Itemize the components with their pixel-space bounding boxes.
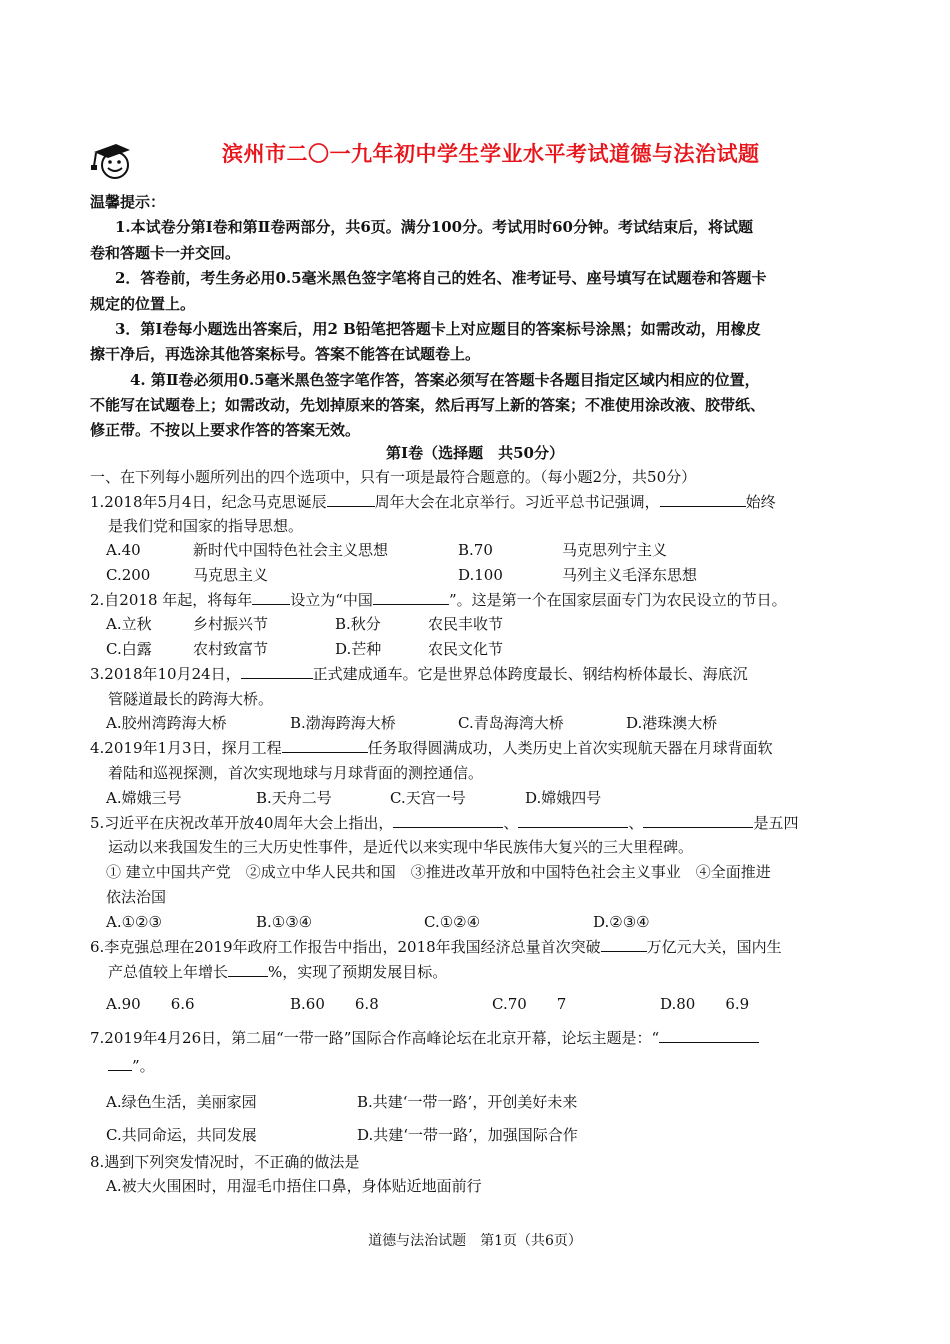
q3-blank-1 bbox=[241, 664, 313, 679]
q6-text-b: 万亿元大关，国内生 bbox=[646, 938, 782, 956]
q3-option-b: B.渤海跨海大桥 bbox=[290, 714, 396, 732]
tip-2-line-2: 规定的位置上。 bbox=[90, 295, 196, 313]
section-1-heading: 第Ⅰ卷（选择题 共50分） bbox=[386, 444, 564, 462]
q4-text-b: 任务取得圆满成功，人类历史上首次实现航天器在月球背面软 bbox=[367, 739, 773, 757]
tip-2-line-1: 2．答卷前，考生务必用0.5毫米黑色签字笔将自己的姓名、准考证号、座号填写在试题卷和答题卡 bbox=[115, 269, 767, 287]
question-5-stem bbox=[90, 812, 798, 834]
q2-option-c: C.白露 bbox=[106, 640, 152, 658]
question-1-stem bbox=[90, 491, 776, 513]
tip-1-line-2: 卷和答题卡一并交回。 bbox=[90, 244, 241, 262]
q3-text-a: 3.2018年10月24日， bbox=[90, 665, 241, 683]
q4-blank-1 bbox=[282, 738, 368, 753]
question-6-stem-cont bbox=[108, 961, 447, 983]
q5-blank-3 bbox=[643, 813, 753, 828]
q3-option-c: C.青岛海湾大桥 bbox=[458, 714, 564, 732]
q5-option-a: A.①②③ bbox=[106, 913, 162, 931]
q6-option-b: B.60 6.8 bbox=[290, 995, 379, 1013]
q5-text-a: 5.习近平在庆祝改革开放40周年大会上指出， bbox=[90, 814, 394, 832]
q1-option-a-text: 新时代中国特色社会主义思想 bbox=[193, 541, 389, 559]
q6-option-a: A.90 6.6 bbox=[106, 995, 195, 1013]
exam-title: 滨州市二〇一九年初中学生学业水平考试道德与法治试题 bbox=[222, 141, 760, 166]
q5-sep-1: 、 bbox=[503, 814, 519, 832]
question-3-stem-cont: 管隧道最长的跨海大桥。 bbox=[108, 690, 274, 708]
q1-option-c: C.200 bbox=[106, 566, 151, 584]
tip-4-line-1: 4. 第Ⅱ卷必须用0.5毫米黑色签字笔作答，答案必须写在答题卡各题目指定区域内相应的位置， bbox=[130, 371, 760, 389]
q4-option-a: A.嫦娥三号 bbox=[106, 789, 182, 807]
page-footer: 道德与法治试题 第1页（共6页） bbox=[368, 1233, 582, 1249]
q1-option-d-text: 马列主义毛泽东思想 bbox=[562, 566, 698, 584]
q4-option-b: B.天舟二号 bbox=[256, 789, 332, 807]
q2-text-b: 设立为“中国 bbox=[290, 591, 373, 609]
q1-option-b: B.70 bbox=[458, 541, 493, 559]
question-3-stem bbox=[90, 663, 748, 685]
q1-text-c: 始终 bbox=[745, 493, 776, 511]
q6-text-d: %，实现了预期发展目标。 bbox=[268, 963, 448, 981]
q2-blank-2 bbox=[373, 590, 449, 605]
q1-text-a: 1.2018年5月4日，纪念马克思诞辰 bbox=[90, 493, 327, 511]
q8-option-a: A.被大火围困时，用湿毛巾捂住口鼻，身体贴近地面前行 bbox=[106, 1177, 482, 1195]
q3-option-d: D.港珠澳大桥 bbox=[626, 714, 718, 732]
q7-option-d: D.共建‘一带一路’，加强国际合作 bbox=[357, 1126, 578, 1144]
q5-option-b: B.①③④ bbox=[256, 913, 313, 931]
section-1-instruction: 一、在下列每小题所列出的四个选项中，只有一项是最符合题意的。（每小题2分，共50分） bbox=[90, 468, 697, 486]
q7-text-a: 7.2019年4月26日，第二届“一带一路”国际合作高峰论坛在北京开幕，论坛主题是：“ bbox=[90, 1029, 660, 1047]
question-2-stem bbox=[90, 589, 787, 611]
q2-text-c: ”。这是第一个在国家层面专门为农民设立的节日。 bbox=[448, 591, 787, 609]
q5-option-d: D.②③④ bbox=[593, 913, 650, 931]
q1-option-c-text: 马克思主义 bbox=[193, 566, 269, 584]
question-5-items: ① 建立中国共产党 ②成立中华人民共和国 ③推进改革开放和中国特色社会主义事业 ④全面推进 bbox=[106, 863, 771, 881]
q7-blank-1 bbox=[659, 1028, 759, 1043]
q1-blank-1 bbox=[327, 492, 375, 507]
q3-text-b: 正式建成通车。它是世界总体跨度最长、钢结构桥体最长、海底沉 bbox=[312, 665, 748, 683]
q2-option-c-text: 农村致富节 bbox=[193, 640, 269, 658]
tip-3-line-2: 擦干净后，再选涂其他答案标号。答案不能答在试题卷上。 bbox=[90, 345, 481, 363]
question-8-stem: 8.遇到下列突发情况时，不正确的做法是 bbox=[90, 1153, 360, 1171]
q7-option-a: A.绿色生活，美丽家园 bbox=[106, 1093, 257, 1111]
tips-heading: 温馨提示： bbox=[90, 193, 166, 211]
q5-option-c: C.①②④ bbox=[424, 913, 481, 931]
q2-text-a: 2.自2018 年起，将每年 bbox=[90, 591, 253, 609]
q7-option-b: B.共建‘一带一路’，开创美好未来 bbox=[357, 1093, 578, 1111]
question-4-stem-cont: 着陆和巡视探测，首次实现地球与月球背面的测控通信。 bbox=[108, 764, 484, 782]
q6-text-a: 6.李克强总理在2019年政府工作报告中指出，2018年我国经济总量首次突破 bbox=[90, 938, 601, 956]
question-6-stem bbox=[90, 936, 782, 958]
q1-option-b-text: 马克思列宁主义 bbox=[562, 541, 668, 559]
question-7-stem-cont bbox=[108, 1055, 155, 1077]
q1-blank-2 bbox=[660, 492, 746, 507]
q6-option-d: D.80 6.9 bbox=[660, 995, 750, 1013]
q7-text-b: ”。 bbox=[132, 1057, 155, 1075]
q2-option-d-text: 农民文化节 bbox=[428, 640, 504, 658]
smiley-graduate-icon bbox=[86, 136, 136, 186]
question-1-stem-cont: 是我们党和国家的指导思想。 bbox=[108, 517, 304, 535]
q6-text-c: 产总值较上年增长 bbox=[108, 963, 229, 981]
tip-4-line-3: 修正带。不按以上要求作答的答案无效。 bbox=[90, 421, 361, 439]
question-5-stem-cont: 运动以来我国发生的三大历史性事件，是近代以来实现中华民族伟大复兴的三大里程碑。 bbox=[108, 838, 694, 856]
q2-option-b-text: 农民丰收节 bbox=[428, 615, 504, 633]
q6-blank-1 bbox=[601, 937, 647, 952]
question-7-stem bbox=[90, 1027, 759, 1049]
question-5-items-cont: 依法治国 bbox=[106, 888, 167, 906]
q1-option-d: D.100 bbox=[458, 566, 503, 584]
q7-blank-cont bbox=[108, 1056, 132, 1071]
q1-option-a: A.40 bbox=[106, 541, 141, 559]
q6-blank-2 bbox=[228, 962, 268, 977]
q1-text-b: 周年大会在北京举行。习近平总书记强调， bbox=[374, 493, 660, 511]
q2-option-b: B.秋分 bbox=[335, 615, 381, 633]
q6-option-c: C.70 7 bbox=[492, 995, 567, 1013]
q3-option-a: A.胶州湾跨海大桥 bbox=[106, 714, 227, 732]
q4-option-d: D.嫦娥四号 bbox=[525, 789, 602, 807]
tip-1-line-1: 1.本试卷分第Ⅰ卷和第Ⅱ卷两部分，共6页。满分100分。考试用时60分钟。考试结束后，将试题 bbox=[115, 218, 753, 236]
tip-3-line-1: 3．第Ⅰ卷每小题选出答案后，用2 B铅笔把答题卡上对应题目的答案标号涂黑；如需改动，用橡皮 bbox=[115, 320, 761, 338]
q5-blank-2 bbox=[518, 813, 628, 828]
q2-option-a-text: 乡村振兴节 bbox=[193, 615, 269, 633]
q2-option-a: A.立秋 bbox=[106, 615, 152, 633]
q5-sep-2: 、 bbox=[628, 814, 644, 832]
question-4-stem bbox=[90, 737, 773, 759]
q2-blank-1 bbox=[252, 590, 290, 605]
q5-text-b: 是五四 bbox=[753, 814, 799, 832]
q4-option-c: C.天宫一号 bbox=[390, 789, 466, 807]
q7-option-c: C.共同命运，共同发展 bbox=[106, 1126, 257, 1144]
tip-4-line-2: 不能写在试题卷上；如需改动，先划掉原来的答案，然后再写上新的答案；不准使用涂改液、胶带纸、 bbox=[90, 396, 766, 414]
q5-blank-1 bbox=[393, 813, 503, 828]
q4-text-a: 4.2019年1月3日，探月工程 bbox=[90, 739, 282, 757]
q2-option-d: D.芒种 bbox=[335, 640, 382, 658]
